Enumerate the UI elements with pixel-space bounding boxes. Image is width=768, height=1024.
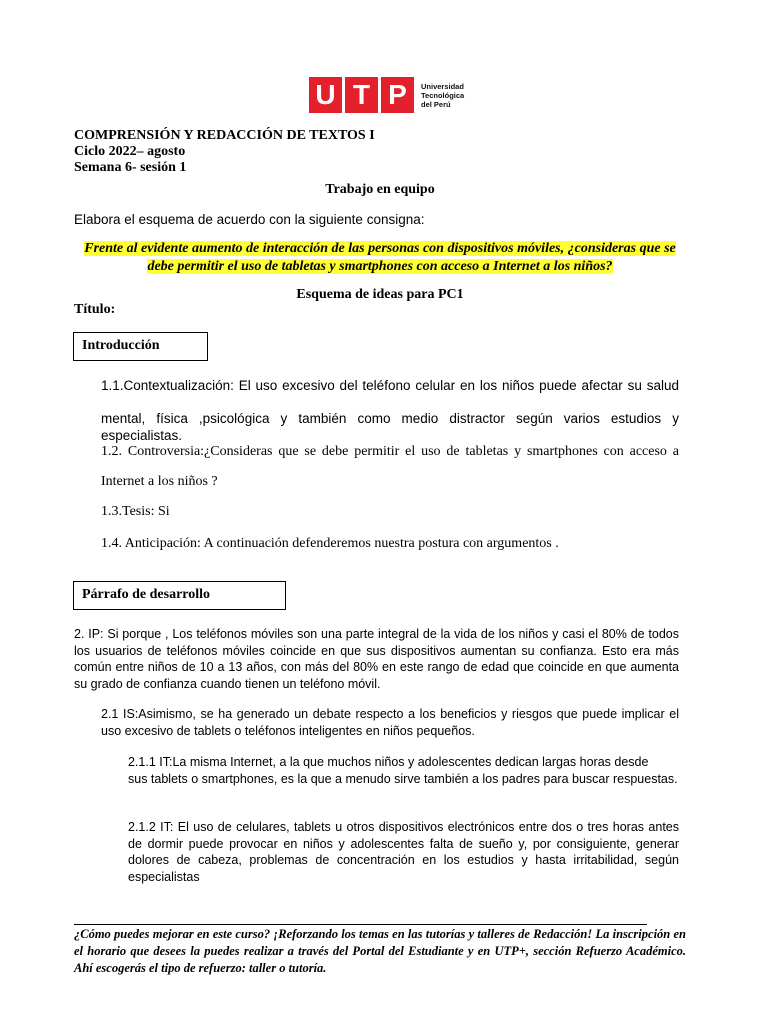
- scheme-title: Esquema de ideas para PC1: [296, 287, 464, 302]
- subtitle: Trabajo en equipo: [325, 182, 435, 197]
- development-it-2: 2.1.2 IT: El uso de celulares, tablets u otros dispositivos electrónicos entre dos o tres horas antes de dormir puede provocar en niños y adolescentes falta de sueño y, por consiguiente, generar dolores de cabeza, problemas de concentración en los estudios y hasta irritabilidad, según especialistas: [128, 820, 679, 884]
- intro-box: [73, 332, 208, 361]
- development-it-1-rest: sus tablets o smartphones, es la que a menudo sirve también a los padres para buscar respuestas.: [128, 771, 678, 786]
- prompt-line-1: Frente al evidente aumento de interacción de las personas con dispositivos móviles, ¿consideras que se: [84, 241, 676, 256]
- prompt: [74, 240, 686, 276]
- intro-thesis: 1.3.Tesis: Si: [101, 504, 170, 519]
- intro-controversy-line-2: Internet a los niños ?: [101, 474, 218, 489]
- intro-contextualization-line-1: 1.1.Contextualización: El uso excesivo del teléfono celular en los niños puede afectar su salud: [101, 378, 679, 393]
- logo-line-3: del Perú: [421, 99, 451, 109]
- intro-label: Introducción: [82, 338, 160, 353]
- development-it-1: [128, 754, 679, 787]
- logo-line-1: Universidad: [421, 81, 464, 91]
- course-title: COMPRENSIÓN Y REDACCIÓN DE TEXTOS I: [74, 128, 375, 143]
- logo-letter-t: T: [345, 77, 378, 113]
- prompt-line-2: debe permitir el uso de tabletas y smartphones con acceso a Internet a los niños?: [147, 259, 613, 274]
- footer-divider: [74, 924, 647, 925]
- footer-note: ¿Cómo puedes mejorar en este curso? ¡Reforzando los temas en las tutorías y talleres de Redacción! La inscripción en el horario que desees la puedes realizar a través del Portal del Estudiante y en UTP+, sección Refuerzo Académico. Ahí escogerás el tipo de refuerzo: taller o tutoría.: [74, 927, 686, 975]
- development-is: 2.1 IS:Asimismo, se ha generado un debate respecto a los beneficios y riesgos que puede implicar el uso excesivo de tablets o teléfonos inteligentes en niños pequeños.: [101, 707, 679, 738]
- logo-letter-p: P: [381, 77, 414, 113]
- intro-anticipation: 1.4. Anticipación: A continuación defenderemos nuestra postura con argumentos .: [101, 536, 559, 551]
- intro-controversy-line-1: 1.2. Controversia:¿Consideras que se debe permitir el uso de tabletas y smartphones con acceso a: [101, 444, 679, 459]
- logo-university-name: [421, 82, 464, 109]
- development-ip: 2. IP: Si porque , Los teléfonos móviles son una parte integral de la vida de los niños y casi el 80% de todos los usuarios de teléfonos móviles coincide en que sus dispositivos aumentan su confianza. Esto era más común entre niños de 10 a 13 años, con más del 80% en este rango de edad que coincide en que aumenta su grado de confianza cuando tienen un teléfono móvil.: [74, 627, 679, 691]
- utp-logo: [309, 77, 471, 113]
- logo-line-2: Tecnológica: [421, 90, 465, 100]
- development-it-1-line-1: 2.1.1 IT:La misma Internet, a la que muchos niños y adolescentes dedican largas horas desde: [128, 755, 649, 769]
- course-week: Semana 6- sesión 1: [74, 160, 187, 175]
- logo-letter-u: U: [309, 77, 342, 113]
- development-box: [73, 581, 286, 610]
- course-cycle: Ciclo 2022– agosto: [74, 144, 186, 159]
- intro-contextualization-line-2: mental, física ,psicológica y también como medio distractor según varios estudios y especialistas.: [101, 411, 679, 443]
- instruction: Elabora el esquema de acuerdo con la siguiente consigna:: [74, 212, 425, 227]
- development-label: Párrafo de desarrollo: [82, 587, 211, 602]
- title-label: Título:: [74, 302, 116, 317]
